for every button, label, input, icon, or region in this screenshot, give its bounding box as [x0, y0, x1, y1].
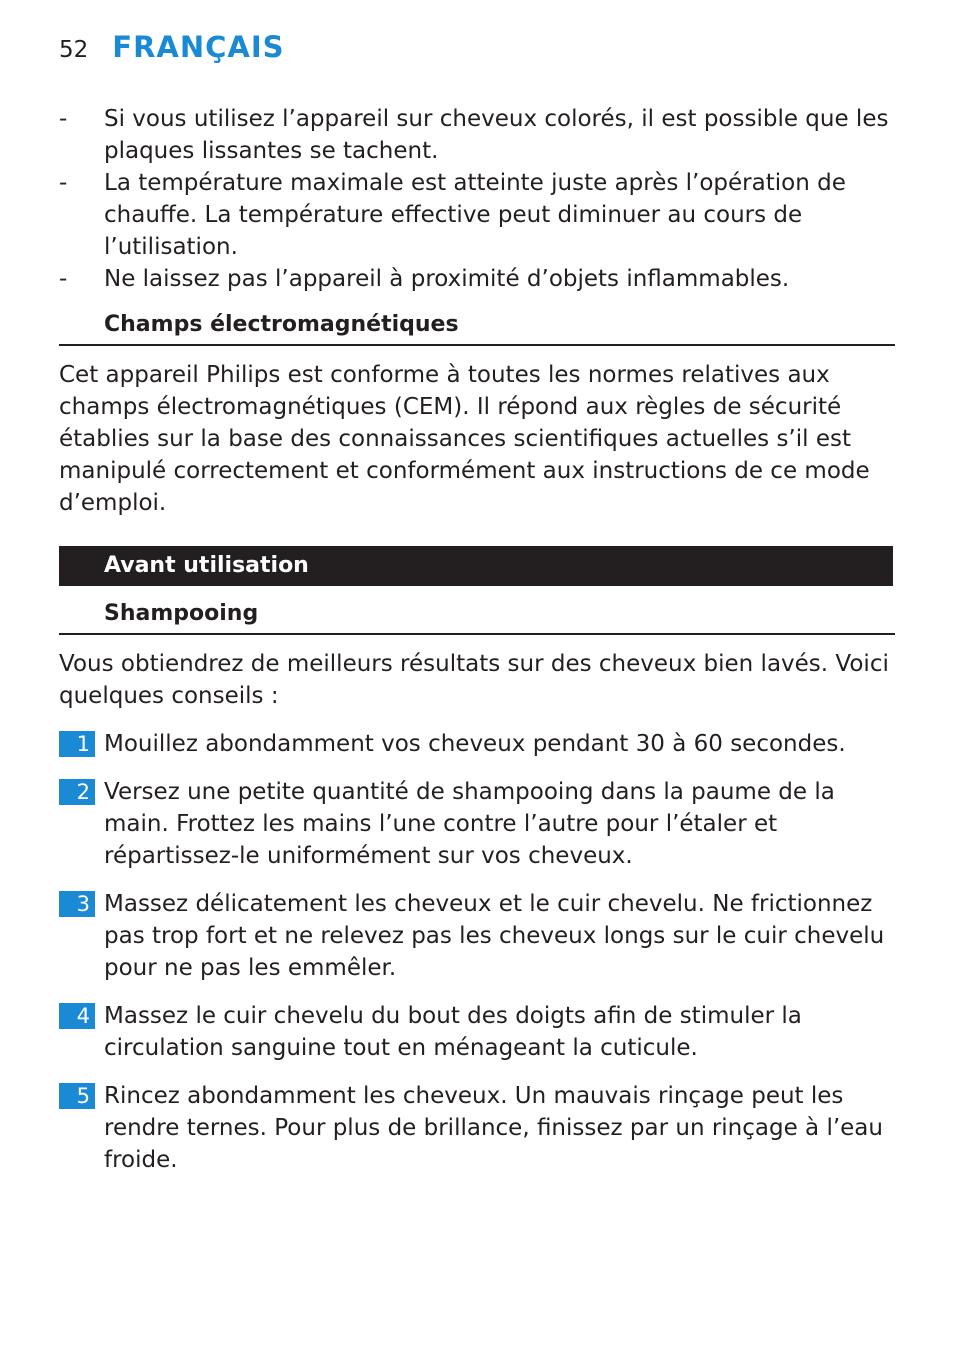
- list-item: [59, 103, 895, 167]
- list-item: [59, 263, 895, 295]
- step-text: Mouillez abondamment vos cheveux pendant 30 à 60 secondes.: [104, 731, 846, 757]
- section-bar-avant-utilisation: Avant utilisation: [59, 546, 893, 586]
- step-item: [59, 776, 895, 872]
- step-list: [59, 728, 895, 1192]
- page-number: 52: [59, 37, 89, 63]
- bullet-dash: -: [59, 170, 68, 196]
- step-item: [59, 888, 895, 984]
- step-item: [59, 1000, 895, 1064]
- emf-paragraph: Cet appareil Philips est conforme à toutes les normes relatives aux champs électromagnétiques (CEM). Il répond aux règles de sécurité établies sur la base des connaissances scientifiques actuelles s’il est manipulé correctement et conformément aux instructions de ce mode d’emploi.: [59, 362, 870, 516]
- bullet-text: Si vous utilisez l’appareil sur cheveux colorés, il est possible que les plaques lissantes se tachent.: [104, 106, 889, 164]
- bullet-text: Ne laissez pas l’appareil à proximité d’objets inflammables.: [104, 266, 790, 292]
- shampoo-intro: Vous obtiendrez de meilleurs résultats sur des cheveux bien lavés. Voici quelques conseils :: [59, 651, 889, 709]
- list-item: [59, 167, 895, 263]
- bullet-text: La température maximale est atteinte juste après l’opération de chauffe. La température effective peut diminuer au cours de l’utilisation.: [104, 170, 846, 260]
- step-number-badge: 1: [59, 731, 95, 757]
- page-header: [59, 30, 285, 78]
- step-number-badge: 3: [59, 891, 95, 917]
- bullet-dash: -: [59, 106, 68, 132]
- emf-heading: Champs électromagnétiques: [59, 310, 895, 346]
- step-text: Versez une petite quantité de shampooing dans la paume de la main. Frottez les mains l’une contre l’autre pour l’étaler et répartissez-le uniformément sur vos cheveux.: [104, 779, 835, 869]
- step-number-badge: 5: [59, 1083, 95, 1109]
- step-number-badge: 2: [59, 779, 95, 805]
- step-item: [59, 1080, 895, 1176]
- step-number-badge: 4: [59, 1003, 95, 1029]
- step-text: Rincez abondamment les cheveux. Un mauvais rinçage peut les rendre ternes. Pour plus de brillance, finissez par un rinçage à l’eau froide.: [104, 1083, 883, 1173]
- step-text: Massez délicatement les cheveux et le cuir chevelu. Ne frictionnez pas trop fort et ne relevez pas les cheveux longs sur le cuir chevelu pour ne pas les emmêler.: [104, 891, 885, 981]
- shampoo-heading: Shampooing: [59, 599, 895, 635]
- language-title: FRANÇAIS: [112, 30, 285, 64]
- bullet-list: [59, 103, 895, 295]
- step-text: Massez le cuir chevelu du bout des doigts afin de stimuler la circulation sanguine tout en ménageant la cuticule.: [104, 1003, 802, 1061]
- step-item: [59, 728, 895, 760]
- bullet-dash: -: [59, 266, 68, 292]
